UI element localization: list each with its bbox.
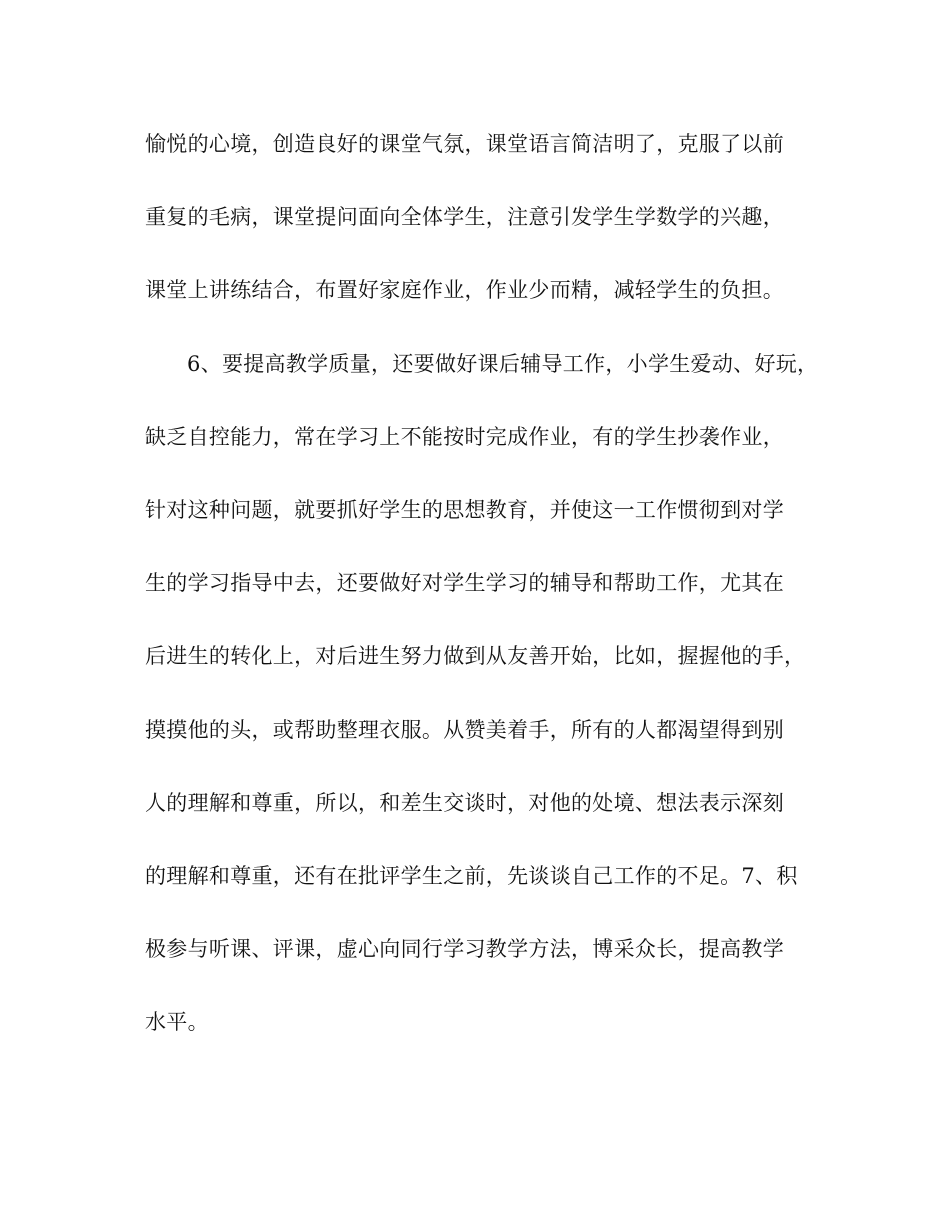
text-line: 水平。 <box>145 1010 209 1035</box>
paragraph-start-line: 6、要提高教学质量，还要做好课后辅导工作，小学生爱动、好玩， <box>187 351 819 376</box>
text-line: 针对这种问题，就要抓好学生的思想教育，并使这一工作惯彻到对学 <box>145 497 784 522</box>
text-line: 后进生的转化上，对后进生努力做到从友善开始，比如，握握他的手， <box>145 644 806 669</box>
text-line: 摸摸他的头，或帮助整理衣服。从赞美着手，所有的人都渴望得到别 <box>145 717 784 742</box>
text-line: 缺乏自控能力，常在学习上不能按时完成作业，有的学生抄袭作业， <box>145 424 784 449</box>
text-line: 课堂上讲练结合，布置好家庭作业，作业少而精，减轻学生的负担。 <box>145 278 784 303</box>
body-text <box>145 122 835 1073</box>
text-line: 极参与听课、评课，虚心向同行学习教学方法，博采众长，提高教学 <box>145 937 784 962</box>
text-line: 愉悦的心境，创造良好的课堂气氛，课堂语言简洁明了，克服了以前 <box>145 132 784 156</box>
text-line: 人的理解和尊重，所以，和差生交谈时，对他的处境、想法表示深刻 <box>145 790 784 815</box>
text-line: 重复的毛病，课堂提问面向全体学生，注意引发学生学数学的兴趣， <box>145 205 784 230</box>
text-line: 生的学习指导中去，还要做好对学生学习的辅导和帮助工作，尤其在 <box>145 571 784 596</box>
text-line: 的理解和尊重，还有在批评学生之前，先谈谈自己工作的不足。7、积 <box>145 863 798 888</box>
